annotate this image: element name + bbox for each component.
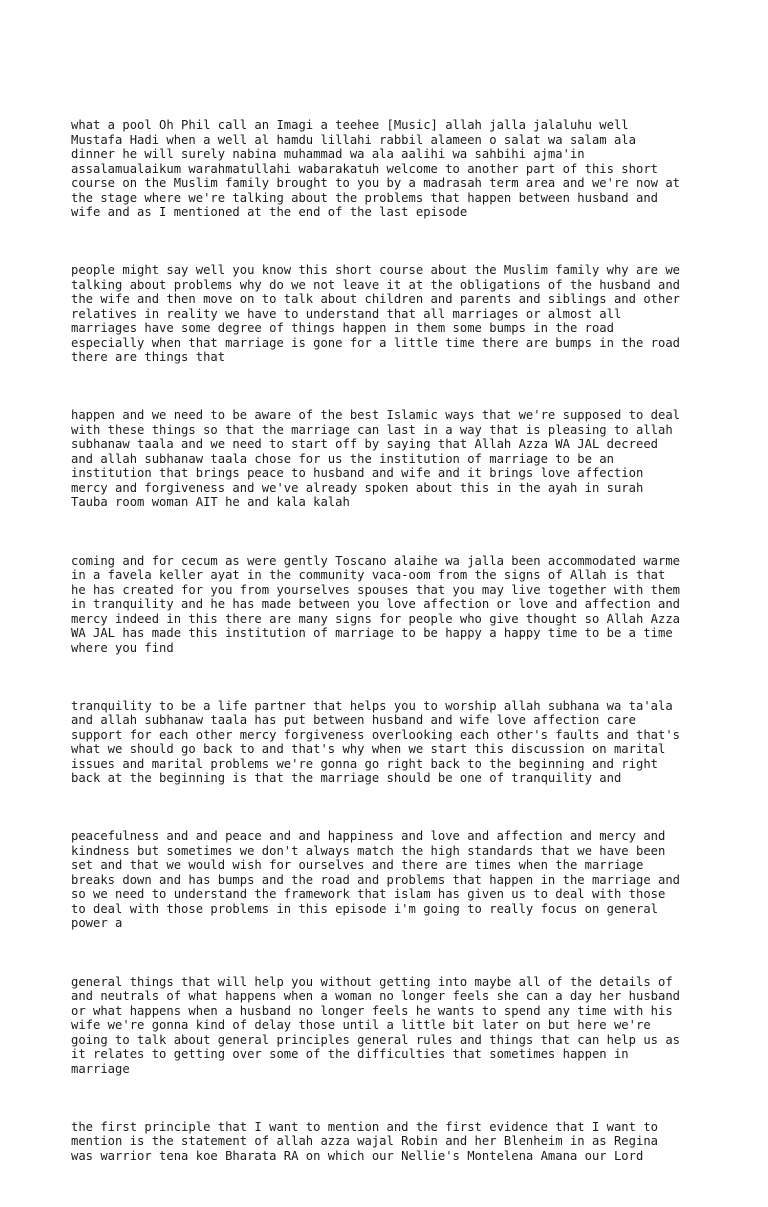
paragraph-4: coming and for cecum as were gently Toscano alaihe wa jalla been accommodated warme in a favela keller ayat in the community vaca-oom from the signs of Allah is that he has created for you from yourselves spouses that you may live together with them in tranquility and he has made between you love affection or love and affection and mercy indeed in this there are many signs for people who give thought so Allah Azza WA JAL has made this institution of marriage to be happy a happy time to be a time where you find — [71, 553, 681, 655]
transcript-text-body — [71, 89, 711, 1207]
paragraph-5: tranquility to be a life partner that helps you to worship allah subhana wa ta'ala and allah subhanaw taala has put between husband and wife love affection care support for each other mercy forgiveness overlooking each other's faults and that's what we should go back to and that's why when we start this discussion on marital issues and marital problems we're gonna go right back to the beginning and right back at the beginning is that the marriage should be one of tranquility and — [71, 698, 681, 786]
paragraph-1: what a pool Oh Phil call an Imagi a teehee [Music] allah jalla jalaluhu well Mustafa Hadi when a well al hamdu lillahi rabbil alameen o salat wa salam ala dinner he will surely nabina muhammad wa ala aalihi wa sahbihi ajma'in assalamualaikum warahmatullahi wabarakatuh welcome to another part of this short course on the Muslim family brought to you by a madrasah term area and we're now at the stage where we're talking about the problems that happen between husband and wife and as I mentioned at the end of the last episode — [71, 118, 681, 219]
paragraph-3: happen and we need to be aware of the best Islamic ways that we're supposed to deal with these things so that the marriage can last in a way that is pleasing to allah subhanaw taala and we need to start off by saying that Allah Azza WA JAL decreed and allah subhanaw taala chose for us the institution of marriage to be an institution that brings peace to husband and wife and it brings love affection mercy and forgiveness and we've already spoken about this in the ayah in surah Tauba room woman AIT he and kala kalah — [71, 408, 681, 510]
paragraph-8: the first principle that I want to mention and the first evidence that I want to mention is the statement of allah azza wajal Robin and her Blenheim in as Regina was warrior tena koe Bharata RA on which our Nellie's Montelena Amana our Lord — [71, 1119, 658, 1163]
paragraph-6: peacefulness and and peace and and happiness and love and affection and mercy and kindness but sometimes we don't always match the high standards that we have been set and that we would wish for ourselves and there are times when the marriage breaks down and has bumps and the road and problems that happen in the marriage and so we need to understand the framework that islam has given us to deal with those to deal with those problems in this episode i'm going to really focus on general power a — [71, 829, 681, 931]
paragraph-2: people might say well you know this short course about the Muslim family why are we talking about problems why do we not leave it at the obligations of the husband and the wife and then move on to talk about children and parents and siblings and other relatives in reality we have to understand that all marriages or almost all marriages have some degree of things happen in them some bumps in the road especially when that marriage is gone for a little time there are bumps in the road there are things that — [71, 263, 681, 365]
paragraph-7: general things that will help you without getting into maybe all of the details of and neutrals of what happens when a woman no longer feels she can a day her husband or what happens when a husband no longer feels he wants to spend any time with his wife we're gonna kind of delay those until a little bit later on but here we're going to talk about general principles general rules and things that can help us as it relates to getting over some of the difficulties that sometimes happen in marriage — [71, 974, 681, 1076]
